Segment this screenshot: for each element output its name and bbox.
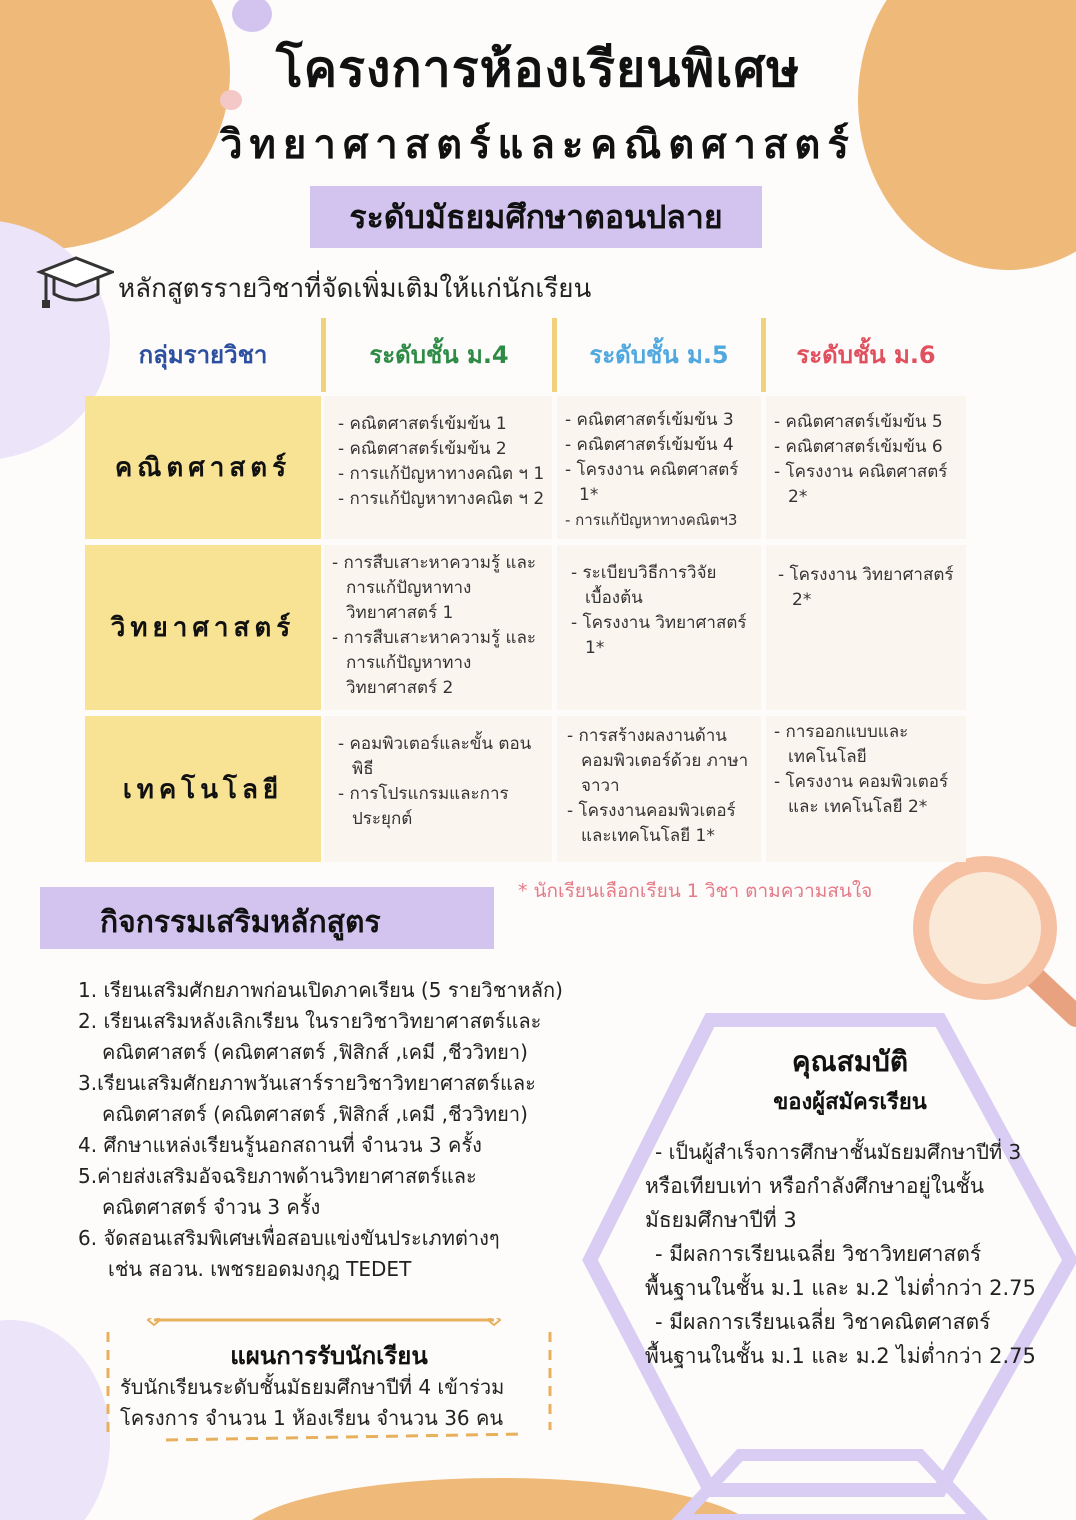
qualification-line: - มีผลการเรียนเฉลี่ย วิชาวิทยศาสตร์	[655, 1242, 982, 1266]
cell-science-m5	[557, 545, 761, 710]
qualification-line: หรือเทียบเท่า หรือกำลังศึกษาอยู่ในชั้น	[645, 1174, 985, 1198]
qualifications-title: คุณสมบัติ	[791, 1045, 909, 1078]
header-m4: ระดับชั้น ม.4	[369, 341, 509, 369]
course-item: - การโปรแกรมและการ ประยุกต์	[338, 784, 509, 829]
course-item: - โครงงาน วิทยาศาสตร์ 2*	[778, 565, 954, 610]
course-item: - คณิตศาสตร์เข้มข้น 2	[338, 439, 507, 459]
course-item: - คณิตศาสตร์เข้มข้น 5	[774, 412, 943, 432]
course-item: - คณิตศาสตร์เข้มข้น 4	[565, 435, 734, 455]
activity-line: คณิตศาสตร์ จำวน 3 ครั้ง	[102, 1195, 321, 1219]
subject-science: วิทยาศาสตร์	[85, 545, 321, 710]
course-item: - โครงงาน คณิตศาสตร์ 1*	[565, 460, 739, 505]
course-item: - โครงงาน คณิตศาสตร์ 2*	[774, 462, 948, 507]
curriculum-heading: หลักสูตรรายวิชาที่จัดเพิ่มเติมให้แก่นักเรียน	[118, 274, 592, 304]
activity-line: 5.ค่ายส่งเสริมอัจฉริยภาพด้านวิทยาศาสตร์และ	[78, 1164, 477, 1188]
header-m5: ระดับชั้น ม.5	[589, 341, 729, 369]
activity-line: เช่น สอวน. เพชรยอดมงกุฎ TEDET	[108, 1257, 412, 1281]
graduation-cap-icon	[36, 254, 114, 310]
qualifications-list	[645, 1135, 1070, 1373]
activities-list	[78, 975, 608, 1285]
poster-title: โครงการห้องเรียนพิเศษ	[275, 40, 801, 98]
course-item: - ระเบียบวิธีการวิจัย เบื้องต้น	[571, 563, 717, 608]
course-item: - คอมพิวเตอร์และขั้น ตอนพิธี	[338, 734, 532, 779]
course-item: - การสืบเสาะหาความรู้ และการแก้ปัญหาทาง วิทยาศาสตร์ 1	[332, 553, 536, 623]
cell-technology-m4	[324, 716, 552, 862]
cell-math-m4	[324, 396, 552, 539]
plan-body	[120, 1372, 540, 1434]
elective-note: * นักเรียนเลือกเรียน 1 วิชา ตามความสนใจ	[518, 880, 873, 902]
course-item: - การแก้ปัญหาทางคณิต ฯ 2	[338, 489, 545, 509]
course-item: - การแก้ปัญหาทางคณิตฯ3	[565, 511, 738, 529]
poster-subtitle: วิทยาศาสตร์และคณิตศาสตร์	[220, 122, 856, 168]
course-item: - คณิตศาสตร์เข้มข้น 6	[774, 437, 943, 457]
course-item: - โครงงานคอมพิวเตอร์ และเทคโนโลยี 1*	[567, 801, 736, 846]
qualifications-subtitle: ของผู้สมัครเรียน	[773, 1090, 927, 1115]
activity-line: 2. เรียนเสริมหลังเลิกเรียน ในรายวิชาวิทยาศาสตร์และ	[78, 1009, 542, 1033]
course-item: - โครงงาน คอมพิวเตอร์และ เทคโนโลยี 2*	[774, 772, 949, 817]
qualification-line: พื้นฐานในชั้น ม.1 และ ม.2 ไม่ต่ำกว่า 2.75	[645, 1344, 1036, 1368]
magnifying-glass-icon	[905, 838, 1076, 1028]
cell-science-m4	[324, 545, 552, 710]
qualification-line: มัธยมศึกษาปีที่ 3	[645, 1208, 797, 1232]
course-item: - คณิตศาสตร์เข้มข้น 1	[338, 414, 507, 434]
plan-title: แผนการรับนักเรียน	[230, 1342, 428, 1370]
activities-banner	[40, 887, 494, 949]
activities-title: กิจกรรมเสริมหลักสูตร	[100, 905, 381, 940]
admission-plan-box	[106, 1318, 552, 1442]
plan-line: รับนักเรียนระดับชั้นมัธยมศึกษาปีที่ 4 เข้าร่วม	[120, 1375, 505, 1399]
course-item: - คณิตศาสตร์เข้มข้น 3	[565, 410, 734, 430]
cell-technology-m6	[766, 716, 966, 862]
course-item: - โครงงาน วิทยาศาสตร์ 1*	[571, 613, 747, 658]
course-item: - การสืบเสาะหาความรู้ และการแก้ปัญหาทาง วิทยาศาสตร์ 2	[332, 628, 536, 698]
course-item: - การสร้างผลงานด้าน คอมพิวเตอร์ด้วย ภาษาจาวา	[567, 726, 749, 796]
plan-line: โครงการ จำนวน 1 ห้องเรียน จำนวน 36 คน	[120, 1406, 504, 1430]
activity-line: 3.เรียนเสริมศักยภาพวันเสาร์รายวิชาวิทยาศาสตร์และ	[78, 1071, 536, 1095]
activity-line: คณิตศาสตร์ (คณิตศาสตร์ ,ฟิสิกส์ ,เคมี ,ชีววิทยา)	[102, 1040, 528, 1064]
activity-line: 1. เรียนเสริมศักยภาพก่อนเปิดภาคเรียน (5 รายวิชาหลัก)	[78, 978, 563, 1002]
cell-technology-m5	[557, 716, 761, 862]
activity-line: คณิตศาสตร์ (คณิตศาสตร์ ,ฟิสิกส์ ,เคมี ,ชีววิทยา)	[102, 1102, 528, 1126]
cell-math-m6	[766, 396, 966, 539]
header-m6: ระดับชั้น ม.6	[796, 341, 936, 369]
activity-line: 6. จัดสอนเสริมพิเศษเพื่อสอบแข่งขันประเภทต่างๆ	[78, 1226, 500, 1250]
subject-math: คณิตศาสตร์	[85, 396, 321, 539]
subject-technology: เทคโนโลยี	[85, 716, 321, 862]
lavender-blob-bottom-left	[0, 1320, 110, 1520]
qualification-line: พื้นฐานในชั้น ม.1 และ ม.2 ไม่ต่ำกว่า 2.75	[645, 1276, 1036, 1300]
qualification-line: - มีผลการเรียนเฉลี่ย วิชาคณิตศาสตร์	[655, 1310, 991, 1334]
activity-line: 4. ศึกษาแหล่งเรียนรู้นอกสถานที่ จำนวน 3 ครั้ง	[78, 1133, 482, 1157]
course-item: - การออกแบบและ เทคโนโลยี	[774, 722, 909, 767]
qualification-line: - เป็นผู้สำเร็จการศึกษาชั้นมัธยมศึกษาปีที่ 3	[655, 1140, 1022, 1164]
header-subject-group: กลุ่มรายวิชา	[138, 341, 268, 369]
lavender-dot-top	[232, 0, 272, 32]
course-item: - การแก้ปัญหาทางคณิต ฯ 1	[338, 464, 545, 484]
cell-science-m6	[766, 545, 966, 710]
level-banner: ระดับมัธยมศึกษาตอนปลาย	[310, 186, 762, 248]
cell-math-m5	[557, 396, 761, 539]
